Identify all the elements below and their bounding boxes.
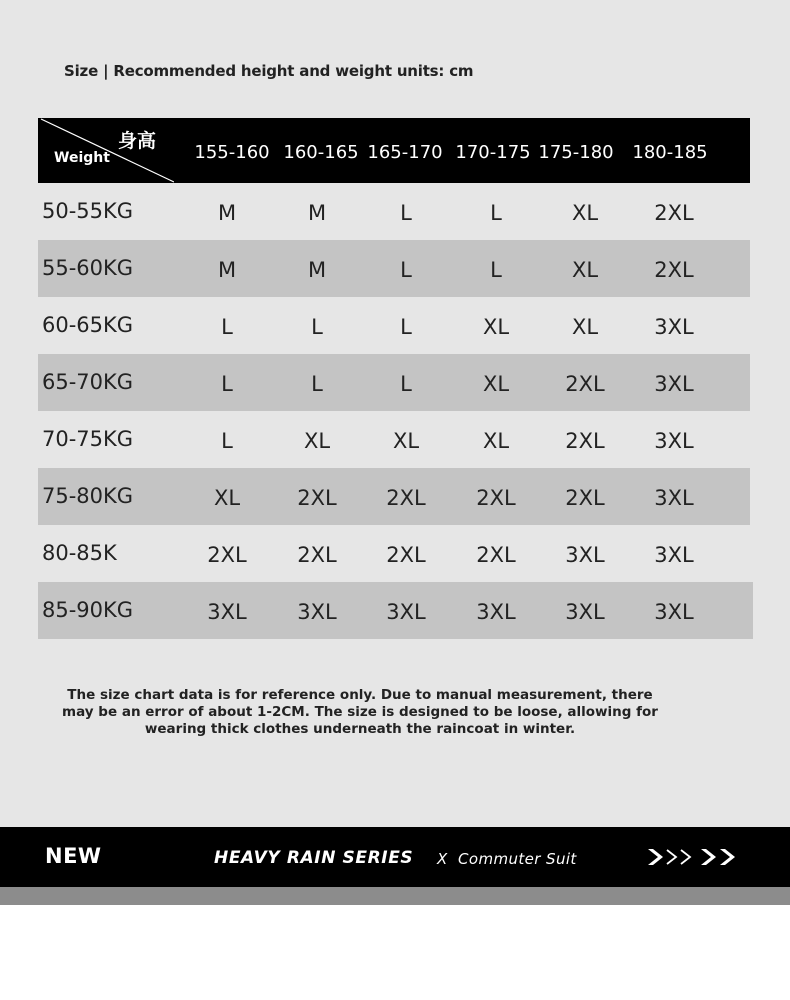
size-cell: L <box>400 372 412 396</box>
size-cell: 3XL <box>386 600 426 624</box>
disclaimer-line: may be an error of about 1-2CM. The size is designed to be loose, allowing for <box>62 704 658 720</box>
size-cell: XL <box>303 429 331 453</box>
weight-cell: 85-90KG <box>42 598 134 622</box>
size-cell: XL <box>392 429 420 453</box>
weight-cell: 55-60KG <box>42 256 134 280</box>
size-cell: XL <box>571 258 599 282</box>
size-cell: L <box>311 315 323 339</box>
size-cell: 3XL <box>297 600 337 624</box>
table-header <box>38 118 750 183</box>
table-row <box>38 468 750 525</box>
size-chart-table <box>38 118 750 639</box>
size-cell: L <box>221 372 233 396</box>
size-cell: XL <box>571 315 599 339</box>
size-cell: 3XL <box>207 600 247 624</box>
size-cell: M <box>217 201 237 225</box>
size-cell: 2XL <box>565 429 605 453</box>
size-cell: 2XL <box>565 372 605 396</box>
table-row <box>38 183 750 240</box>
size-cell: XL <box>482 429 510 453</box>
table-row <box>38 354 750 411</box>
size-cell: 2XL <box>386 543 426 567</box>
size-cell: 3XL <box>476 600 516 624</box>
size-cell: 3XL <box>654 429 694 453</box>
size-cell: 2XL <box>654 258 694 282</box>
size-cell: 2XL <box>565 486 605 510</box>
height-header-cell: 155-160 <box>194 142 270 163</box>
size-cell: XL <box>213 486 241 510</box>
new-label: NEW <box>45 844 102 868</box>
height-header-cell: 175-180 <box>538 142 614 163</box>
size-cell: 2XL <box>476 486 516 510</box>
chevrons-right-icon <box>646 847 742 867</box>
height-header-cell: 160-165 <box>283 142 359 163</box>
size-cell: 3XL <box>565 543 605 567</box>
size-cell: 2XL <box>386 486 426 510</box>
weight-cell: 60-65KG <box>42 313 134 337</box>
disclaimer-line: The size chart data is for reference only. Due to manual measurement, there <box>67 687 653 703</box>
table-row <box>38 297 750 354</box>
size-cell: 3XL <box>654 486 694 510</box>
weight-cell: 50-55KG <box>42 199 134 223</box>
weight-cell: 80-85K <box>42 541 117 565</box>
page-subtitle: Size | Recommended height and weight units: cm <box>64 62 474 80</box>
weight-cell: 65-70KG <box>42 370 134 394</box>
size-cell: 2XL <box>654 201 694 225</box>
table-row <box>38 240 750 297</box>
footer-banner <box>0 827 790 887</box>
table-row <box>38 525 750 582</box>
weight-cell: 75-80KG <box>42 484 134 508</box>
size-cell: L <box>221 429 233 453</box>
size-cell: 3XL <box>654 372 694 396</box>
footer-strip <box>0 887 790 905</box>
table-row <box>38 582 753 639</box>
collab-x-label: X <box>437 850 448 868</box>
size-cell: M <box>217 258 237 282</box>
size-cell: XL <box>482 315 510 339</box>
size-cell: 2XL <box>207 543 247 567</box>
weight-axis-label: Weight <box>54 150 110 166</box>
size-cell: L <box>490 258 502 282</box>
size-cell: XL <box>571 201 599 225</box>
size-cell: L <box>400 315 412 339</box>
size-cell: 3XL <box>654 600 694 624</box>
disclaimer-line: wearing thick clothes underneath the raincoat in winter. <box>144 721 576 737</box>
size-cell: XL <box>482 372 510 396</box>
size-cell: L <box>311 372 323 396</box>
size-cell: M <box>307 201 327 225</box>
size-cell: L <box>490 201 502 225</box>
size-cell: L <box>221 315 233 339</box>
height-axis-label: 身高 <box>118 130 157 152</box>
suit-label: Commuter Suit <box>458 850 577 868</box>
size-cell: 3XL <box>654 315 694 339</box>
disclaimer-note <box>60 687 660 738</box>
corner-header-cell <box>38 118 174 183</box>
height-header-cell: 165-170 <box>367 142 443 163</box>
weight-cell: 70-75KG <box>42 427 134 451</box>
height-header-cell: 170-175 <box>455 142 531 163</box>
size-cell: 3XL <box>565 600 605 624</box>
table-row <box>38 411 750 468</box>
size-cell: L <box>400 258 412 282</box>
height-header-cell: 180-185 <box>632 142 708 163</box>
size-cell: 2XL <box>476 543 516 567</box>
size-cell: 2XL <box>297 543 337 567</box>
size-cell: 2XL <box>297 486 337 510</box>
size-cell: 3XL <box>654 543 694 567</box>
size-cell: M <box>307 258 327 282</box>
series-label: HEAVY RAIN SERIES <box>214 848 414 868</box>
size-cell: L <box>400 201 412 225</box>
